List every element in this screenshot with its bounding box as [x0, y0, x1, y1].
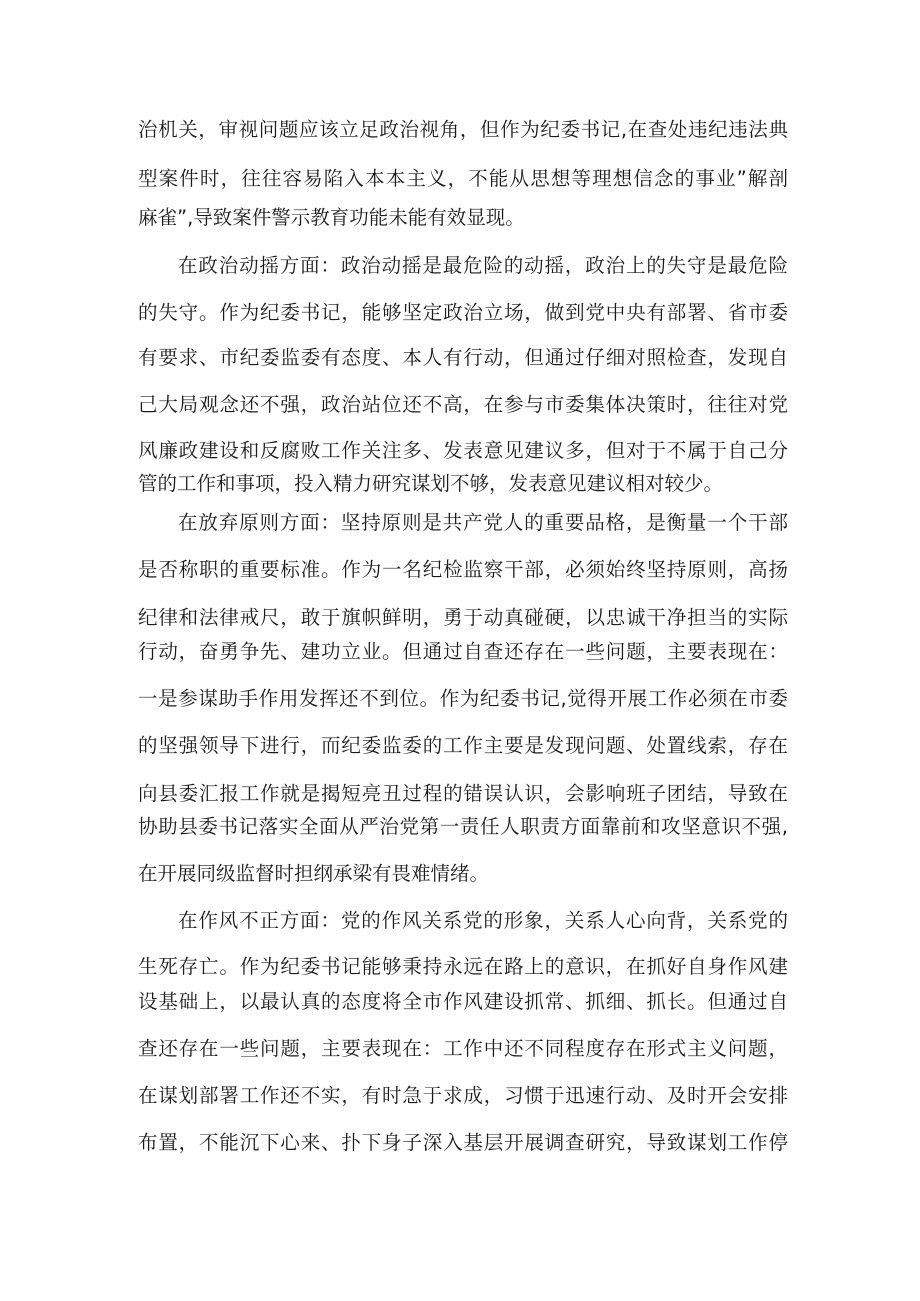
paragraph-start-line: 在政治动摇方面：政治动摇是最危险的动摇，政治上的失守是最危险: [178, 254, 788, 277]
text-line: 布置，不能沉下心来、扑下身子深入基层开展调查研究，导致谋划工作停: [138, 1131, 788, 1154]
text-line: 的失守。作为纪委书记，能够坚定政治立场，做到党中央有部署、省市委: [138, 301, 788, 324]
text-line: 治机关，审视问题应该立足政治视角，但作为纪委书记,在查处违纪违法典: [138, 118, 788, 141]
text-line: 风廉政建设和反腐败工作关注多、发表意见建议多，但对于不属于自己分: [138, 439, 788, 462]
text-line: 一是参谋助手作用发挥还不到位。作为纪委书记,觉得开展工作必须在市委: [138, 687, 788, 710]
paragraph-start-line: 在作风不正方面：党的作风关系党的形象，关系人心向背，关系党的: [178, 909, 788, 932]
text-line: 型案件时，往往容易陷入本本主义，不能从思想等理想信念的事业”解剖: [138, 167, 788, 190]
text-line: 纪律和法律戒尺，敢于旗帜鲜明，勇于动真碰硬，以忠诚干净担当的实际: [138, 606, 788, 629]
text-line: 的坚强领导下进行，而纪委监委的工作主要是发现问题、处置线索，存在: [138, 734, 788, 757]
text-line: 有要求、市纪委监委有态度、本人有行动，但通过仔细对照检查，发现自: [138, 346, 788, 369]
text-line: 向县委汇报工作就是揭短亮丑过程的错误认识，会影响班子团结，导致在: [138, 782, 788, 805]
text-line: 行动，奋勇争先、建功立业。但通过自查还存在一些问题，主要表现在：: [138, 640, 788, 663]
text-line: 在谋划部署工作还不实，有时急于求成，习惯于迅速行动、及时开会安排: [138, 1084, 788, 1107]
text-line: 是否称职的重要标准。作为一名纪检监察干部，必须始终坚持原则，高扬: [138, 558, 788, 581]
paragraph-start-line: 在放弃原则方面：坚持原则是共产党人的重要品格，是衡量一个干部: [178, 511, 788, 534]
text-line: 在开展同级监督时担纲承梁有畏难情绪。: [138, 862, 490, 885]
text-line: 管的工作和事项，投入精力研究谋划不够，发表意见建议相对较少。: [138, 472, 724, 495]
text-line: 己大局观念还不强，政治站位还不高，在参与市委集体决策时，往往对党: [138, 393, 788, 416]
text-line: 查还存在一些问题，主要表现在：工作中还不同程度存在形式主义问题，: [138, 1037, 788, 1060]
text-line: 麻雀”,导致案件警示教育功能未能有效显现。: [138, 206, 525, 229]
text-line: 生死存亡。作为纪委书记能够秉持永远在路上的意识，在抓好自身作风建: [138, 955, 788, 978]
text-line: 协助县委书记落实全面从严治党第一责任人职责方面靠前和攻坚意识不强,: [138, 815, 788, 838]
text-line: 设基础上，以最认真的态度将全市作风建设抓常、抓细、抓长。但通过自: [138, 990, 788, 1013]
